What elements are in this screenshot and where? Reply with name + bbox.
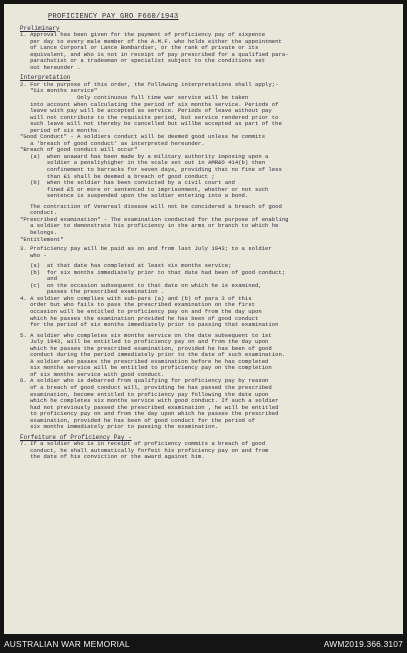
text-line: six months service will be entitled to proficiency pay on the completion — [20, 364, 272, 372]
text-line: a soldier to demonstrate his proficiency in the arms or branch to which he — [20, 222, 279, 230]
text-line: (c) on the occasion subsequent to that date on which he is examined, — [20, 281, 262, 289]
text-line: for the period of six months immediately prior to passing that examination — [20, 321, 279, 329]
text-line: of Lance Corporal or Lance Bombardier, or the rank of private or its — [20, 44, 259, 52]
document-section — [20, 26, 393, 72]
footer-accession-number: AWM2019.366.3107 — [323, 639, 403, 649]
text-line: "Six months service" — [20, 87, 98, 95]
text-line: leave with pay will be accepted as service. Periods of leave without pay — [20, 107, 272, 115]
text-line: A soldier who passes the prescribed examination before he has completed — [20, 357, 269, 365]
text-line: of six months service with good conduct. — [20, 370, 165, 378]
text-line: the date of his conviction or the award against him. — [20, 453, 205, 461]
text-line: 4. A soldier who complies with sub-pars (a) and (b) of para 3 of this — [20, 294, 252, 302]
text-line: parachutist or a tradesman or specialist subject to the conditions set — [20, 57, 266, 65]
text-line: into account when calculating the period of six months service. Periods of — [20, 100, 279, 108]
text-line: "Breach of good conduct will occur" — [20, 146, 138, 154]
text-line: a 'breach of good conduct' as interpreted hereunder. — [20, 139, 205, 147]
text-line: 7. If a soldier who is in receipt of proficiency commits a breach of good — [20, 440, 266, 448]
footer-institution: AUSTRALIAN WAR MEMORIAL — [4, 639, 130, 649]
text-line: conduct during the period immediately prior to the date of such examination. — [20, 351, 286, 359]
text-line: soldier a penaltyhigher in the scale set out in AMR&O 414(b) then — [20, 159, 266, 167]
text-line: belongs. — [20, 228, 57, 236]
text-line: which he passes the examination provided he has been of good conduct — [20, 314, 259, 322]
text-line: will not contribute to the requisite period, but service rendered prior to — [20, 113, 279, 121]
section-heading: Forfeiture of Proficiency Pay - — [20, 433, 132, 441]
text-line: than £1 shall be deemed a breach of good conduct ; — [20, 172, 215, 180]
text-line: conduct, he shall automatically forfeit his proficiency pay on and from — [20, 446, 269, 454]
text-line: confinement to barracks for seven days, providing that no fine of less — [20, 166, 282, 174]
text-line: six months immediately prior to passing the examination. — [20, 423, 219, 431]
text-line: sentence is suspended upon the soldier entering into a bond. — [20, 192, 249, 200]
text-line: 6. A soldier who is debarred from qualifying for proficiency pay by reason — [20, 377, 269, 385]
text-line: 2. For the purpose of this order, the following interpretations shall apply;- — [20, 80, 279, 88]
text-line: to proficiency pay on and from the day upon which he passes the prescribed — [20, 410, 279, 418]
document-section — [20, 435, 393, 461]
text-line: "Good Conduct" - A soldiers conduct will be deemed good unless he commits — [20, 133, 266, 141]
footer-bar — [0, 636, 407, 653]
text-line: had not previously passed the prescribed examination , he will be entitled — [20, 403, 279, 411]
text-line: 5. A soldier who completes six months service on the date subsequent to 1st — [20, 331, 272, 339]
text-line: which he passes the prescribed examination, provided he has been of good — [20, 344, 272, 352]
text-line: examination, provided he has been of good conduct for the period of — [20, 416, 255, 424]
text-line: out hereunder . — [20, 63, 81, 71]
text-line: July 1943, will be entitled to proficiency pay on and from the day upon — [20, 338, 269, 346]
text-line: 3. Proficiency pay will be paid as on and from last July 1943; to a soldier — [20, 245, 272, 253]
document-title: PROFICIENCY PAY GRO F660/1943 — [48, 13, 179, 21]
text-line: fined £5 or more or sentenced to imprisonment, whether or not such — [20, 185, 269, 193]
text-line: occasion will be entitled to proficiency pay on and from the day upon — [20, 307, 262, 315]
text-line: "Entitlement" — [20, 235, 64, 243]
document-page — [4, 4, 403, 634]
text-line: such leave will not thereby be cancelled but willbe accepted as part of the — [20, 120, 282, 128]
text-line: (a) when anaward has been made by a military authority imposing upon a — [20, 152, 269, 160]
document-body — [20, 26, 393, 461]
text-line: (a) at that date has completed at least six months service; — [20, 262, 232, 270]
text-line: order but who fails to pass the prescribed examination on the first — [20, 301, 255, 309]
text-line: of a breach of good conduct will, providing he has passed the prescribed — [20, 383, 272, 391]
section-heading: Interpretation — [20, 74, 71, 82]
text-line: per day to every male member of the A.M.F. who holds either the appointment — [20, 37, 282, 45]
text-line: and — [20, 275, 57, 283]
text-line: conduct. — [20, 209, 57, 217]
document-section — [20, 246, 393, 431]
text-line: period of six months. — [20, 126, 101, 134]
text-line: (b) for six months immediately prior to that date had been of good conduct; — [20, 268, 286, 276]
text-line: (b) when the soldier has been convicted by a civil court and — [20, 179, 235, 187]
text-line: which he completes six months service with good conduct. If such a soldier — [20, 397, 279, 405]
text-line: The contraction of Venereal disease will not be concidered a breach of good — [20, 202, 282, 210]
section-heading: Preliminary — [20, 24, 60, 32]
text-line: who - — [20, 251, 47, 259]
text-line: examination, become entitled to proficiency pay following the date upon — [20, 390, 269, 398]
text-line: "Prescribed examination" - The examination conducted for the purpose of enabling — [20, 215, 289, 223]
document-section — [20, 75, 393, 243]
text-line: passes the prescribed examination . — [20, 288, 165, 296]
text-line: Only continuous full time war service will be taken — [20, 94, 249, 102]
text-line: 1. Approval has been given for the payment of proficiency pay of sixpence — [20, 31, 266, 39]
text-line: equivalent, and who is not in receipt of pay prescribed for a qualified para- — [20, 50, 289, 58]
